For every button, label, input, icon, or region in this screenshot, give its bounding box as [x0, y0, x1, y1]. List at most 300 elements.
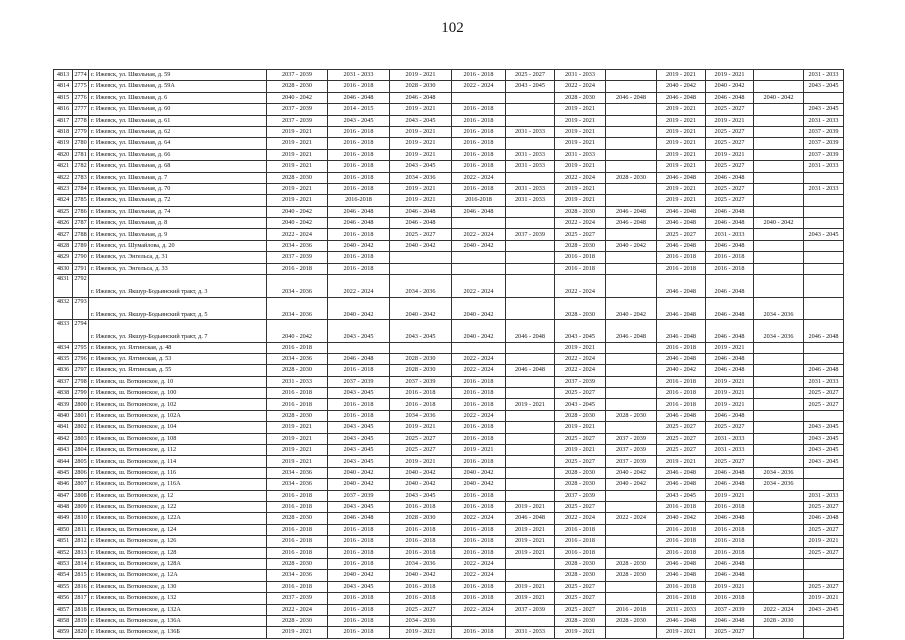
period-cell: 2028 - 2030 [555, 92, 606, 103]
period-cell: 2022 - 2024 [267, 604, 328, 615]
period-cell: 2031 - 2033 [506, 195, 555, 206]
period-cell: 2028 - 2030 [555, 410, 606, 421]
period-cell: 2016 - 2018 [390, 399, 452, 410]
address-cell: г. Ижевск, ул. Школьная, д. 62 [89, 126, 267, 137]
table-row [54, 92, 844, 103]
period-cell: 2028 - 2030 [390, 513, 452, 524]
period-cell: 2022 - 2024 [754, 604, 804, 615]
period-cell: 2025 - 2027 [555, 388, 606, 399]
period-cell [606, 627, 657, 638]
period-cell: 2034 - 2036 [390, 410, 452, 421]
period-cell: 2028 - 2030 [555, 240, 606, 251]
period-cell: 2016 - 2018 [706, 252, 754, 263]
period-cell: 2016 - 2018 [452, 581, 506, 592]
period-cell: 2040 - 2042 [606, 240, 657, 251]
period-cell: 2025 - 2027 [706, 195, 754, 206]
period-cell: 2019 - 2021 [657, 138, 706, 149]
period-cell: 2028 - 2030 [606, 615, 657, 626]
period-cell [804, 240, 844, 251]
period-cell: 2040 - 2042 [267, 206, 328, 217]
period-cell: 2022 - 2024 [452, 570, 506, 581]
period-cell [754, 70, 804, 81]
address-cell: г. Ижевск, ул. Школьная, д. 60 [89, 104, 267, 115]
period-cell: 2025 - 2027 [555, 502, 606, 513]
period-cell: 2019 - 2021 [706, 376, 754, 387]
period-cell [506, 456, 555, 467]
period-cell [506, 218, 555, 229]
period-cell: 2019 - 2021 [390, 149, 452, 160]
object-id-cell: 2792 [73, 275, 89, 298]
period-cell: 2014 - 2015 [328, 104, 390, 115]
period-cell [606, 195, 657, 206]
period-cell: 2046 - 2048 [657, 479, 706, 490]
period-cell [754, 536, 804, 547]
period-cell [606, 263, 657, 274]
period-cell: 2028 - 2030 [606, 558, 657, 569]
period-cell [452, 615, 506, 626]
period-cell [606, 252, 657, 263]
period-cell: 2046 - 2048 [328, 218, 390, 229]
period-cell: 2019 - 2021 [657, 195, 706, 206]
period-cell: 2019 - 2021 [706, 399, 754, 410]
period-cell: 2037 - 2039 [555, 490, 606, 501]
period-cell [754, 399, 804, 410]
period-cell: 2022 - 2024 [452, 81, 506, 92]
row-number-cell: 4855 [54, 581, 73, 592]
period-cell: 2019 - 2021 [657, 115, 706, 126]
period-cell: 2019 - 2021 [555, 342, 606, 353]
period-cell [606, 115, 657, 126]
object-id-cell: 2788 [73, 229, 89, 240]
period-cell [754, 456, 804, 467]
period-cell: 2043 - 2045 [804, 81, 844, 92]
object-id-cell: 2812 [73, 536, 89, 547]
period-cell: 2019 - 2021 [706, 388, 754, 399]
period-cell: 2040 - 2042 [328, 570, 390, 581]
period-cell [506, 433, 555, 444]
object-id-cell: 2777 [73, 104, 89, 115]
period-cell: 2022 - 2024 [555, 353, 606, 364]
period-cell: 2019 - 2021 [555, 115, 606, 126]
period-cell [506, 467, 555, 478]
period-cell: 2016 - 2018 [452, 70, 506, 81]
period-cell: 2031 - 2033 [804, 183, 844, 194]
period-cell: 2019 - 2021 [657, 149, 706, 160]
address-cell: г. Ижевск, ул. Школьная, д. 59А [89, 81, 267, 92]
period-cell: 2016 - 2018 [452, 138, 506, 149]
period-cell [754, 263, 804, 274]
period-cell: 2031 - 2033 [657, 604, 706, 615]
object-id-cell: 2817 [73, 593, 89, 604]
period-cell [606, 229, 657, 240]
period-cell: 2046 - 2048 [804, 320, 844, 343]
period-cell: 2040 - 2042 [606, 297, 657, 320]
period-cell: 2031 - 2033 [506, 126, 555, 137]
period-cell: 2040 - 2042 [390, 240, 452, 251]
period-cell: 2016 - 2018 [267, 502, 328, 513]
period-cell [606, 593, 657, 604]
period-cell: 2046 - 2048 [657, 410, 706, 421]
address-cell: г. Ижевск, ш. Воткинское, д. 126 [89, 536, 267, 547]
period-cell: 2019 - 2021 [452, 445, 506, 456]
period-cell: 2046 - 2048 [706, 206, 754, 217]
period-cell [606, 138, 657, 149]
period-cell: 2016 - 2018 [390, 536, 452, 547]
period-cell: 2028 - 2030 [267, 513, 328, 524]
period-cell: 2019 - 2021 [657, 126, 706, 137]
period-cell: 2019 - 2021 [390, 138, 452, 149]
period-cell: 2034 - 2036 [754, 297, 804, 320]
period-cell [506, 490, 555, 501]
period-cell [804, 206, 844, 217]
period-cell: 2028 - 2030 [267, 558, 328, 569]
period-cell: 2016 - 2018 [657, 388, 706, 399]
period-cell: 2043 - 2045 [555, 399, 606, 410]
period-cell [390, 263, 452, 274]
period-cell: 2019 - 2021 [804, 593, 844, 604]
address-cell: г. Ижевск, ш. Воткинское, д. 136А [89, 615, 267, 626]
table-row [54, 353, 844, 364]
period-cell: 2031 - 2033 [706, 445, 754, 456]
table-row [54, 183, 844, 194]
period-cell: 2016 - 2018 [452, 149, 506, 160]
period-cell: 2019 - 2021 [706, 342, 754, 353]
period-cell [506, 353, 555, 364]
period-cell [606, 149, 657, 160]
period-cell: 2016 - 2018 [706, 547, 754, 558]
period-cell: 2016 - 2018 [657, 399, 706, 410]
object-id-cell: 2781 [73, 149, 89, 160]
period-cell: 2025 - 2027 [657, 433, 706, 444]
table-row [54, 627, 844, 638]
period-cell [506, 388, 555, 399]
address-cell: г. Ижевск, ш. Воткинское, д. 102 [89, 399, 267, 410]
period-cell: 2016 - 2018 [452, 104, 506, 115]
period-cell: 2043 - 2045 [328, 422, 390, 433]
object-id-cell: 2803 [73, 433, 89, 444]
period-cell: 2043 - 2045 [390, 161, 452, 172]
period-cell: 2022 - 2024 [555, 365, 606, 376]
period-cell: 2019 - 2021 [267, 422, 328, 433]
period-cell: 2031 - 2033 [804, 115, 844, 126]
period-cell: 2025 - 2027 [555, 229, 606, 240]
period-cell: 2040 - 2042 [390, 297, 452, 320]
period-cell: 2043 - 2045 [804, 422, 844, 433]
period-cell: 2040 - 2042 [606, 479, 657, 490]
object-id-cell: 2799 [73, 388, 89, 399]
row-number-cell: 4823 [54, 183, 73, 194]
period-cell: 2040 - 2042 [328, 479, 390, 490]
period-cell [754, 524, 804, 535]
period-cell [754, 138, 804, 149]
period-cell: 2043 - 2045 [390, 490, 452, 501]
row-number-cell: 4817 [54, 115, 73, 126]
address-cell: г. Ижевск, ул. Школьная, д. 9 [89, 229, 267, 240]
period-cell: 2016 - 2018 [328, 172, 390, 183]
period-cell: 2040 - 2042 [328, 240, 390, 251]
period-cell: 2016 - 2018 [555, 263, 606, 274]
period-cell: 2016 - 2018 [328, 229, 390, 240]
address-cell: г. Ижевск, ул. Школьная, д. 68 [89, 161, 267, 172]
object-id-cell: 2780 [73, 138, 89, 149]
period-cell [452, 263, 506, 274]
period-cell: 2016 - 2018 [267, 263, 328, 274]
period-cell: 2046 - 2048 [657, 558, 706, 569]
row-number-cell: 4846 [54, 479, 73, 490]
period-cell: 2016 - 2018 [452, 490, 506, 501]
row-number-cell: 4847 [54, 490, 73, 501]
period-cell: 2040 - 2042 [390, 467, 452, 478]
period-cell [804, 263, 844, 274]
period-cell [606, 126, 657, 137]
period-cell: 2031 - 2033 [804, 376, 844, 387]
table-row [54, 570, 844, 581]
address-cell: г. Ижевск, ул. Школьная, д. 64 [89, 138, 267, 149]
period-cell: 2016 - 2018 [452, 126, 506, 137]
period-cell: 2046 - 2048 [657, 275, 706, 298]
address-cell: г. Ижевск, ш. Воткинское, д. 112 [89, 445, 267, 456]
period-cell: 2046 - 2048 [390, 206, 452, 217]
address-cell: г. Ижевск, ш. Воткинское, д. 136Б [89, 627, 267, 638]
row-number-cell: 4859 [54, 627, 73, 638]
period-cell [804, 353, 844, 364]
period-cell [754, 81, 804, 92]
period-cell: 2034 - 2036 [390, 615, 452, 626]
period-cell: 2028 - 2030 [267, 172, 328, 183]
period-cell [452, 252, 506, 263]
object-id-cell: 2818 [73, 604, 89, 615]
row-number-cell: 4814 [54, 81, 73, 92]
period-cell: 2031 - 2033 [328, 70, 390, 81]
address-cell: г. Ижевск, ш. Воткинское, д. 10 [89, 376, 267, 387]
period-cell: 2025 - 2027 [555, 433, 606, 444]
table-row [54, 593, 844, 604]
period-cell: 2016 - 2018 [452, 536, 506, 547]
table-row [54, 320, 844, 343]
period-cell: 2019 - 2021 [390, 456, 452, 467]
period-cell: 2034 - 2036 [390, 275, 452, 298]
row-number-cell: 4832 [54, 297, 73, 320]
period-cell: 2034 - 2036 [754, 320, 804, 343]
row-number-cell: 4820 [54, 149, 73, 160]
period-cell: 2019 - 2021 [267, 195, 328, 206]
period-cell: 2022 - 2024 [267, 229, 328, 240]
row-number-cell: 4813 [54, 70, 73, 81]
period-cell: 2016 - 2018 [452, 627, 506, 638]
row-number-cell: 4843 [54, 445, 73, 456]
period-cell [754, 433, 804, 444]
period-cell: 2043 - 2045 [804, 229, 844, 240]
period-cell: 2016 - 2018 [328, 547, 390, 558]
object-id-cell: 2794 [73, 320, 89, 343]
period-cell: 2028 - 2030 [555, 206, 606, 217]
period-cell [506, 92, 555, 103]
period-cell: 2016 - 2018 [452, 161, 506, 172]
schedule-table [53, 69, 844, 639]
table-row [54, 252, 844, 263]
period-cell: 2025 - 2027 [390, 229, 452, 240]
period-cell: 2046 - 2048 [657, 172, 706, 183]
period-cell [506, 615, 555, 626]
period-cell: 2016 - 2018 [555, 547, 606, 558]
period-cell: 2031 - 2033 [804, 490, 844, 501]
period-cell [606, 353, 657, 364]
period-cell [804, 627, 844, 638]
period-cell [754, 353, 804, 364]
period-cell: 2040 - 2042 [267, 218, 328, 229]
period-cell: 2037 - 2039 [555, 376, 606, 387]
period-cell [754, 593, 804, 604]
period-cell: 2016 - 2018 [452, 399, 506, 410]
period-cell: 2034 - 2036 [754, 467, 804, 478]
period-cell [606, 581, 657, 592]
object-id-cell: 2816 [73, 581, 89, 592]
period-cell: 2016 - 2018 [657, 547, 706, 558]
period-cell: 2025 - 2027 [804, 581, 844, 592]
table-row [54, 479, 844, 490]
table-row [54, 229, 844, 240]
period-cell: 2019 - 2021 [506, 581, 555, 592]
period-cell: 2046 - 2048 [657, 206, 706, 217]
period-cell [754, 365, 804, 376]
period-cell [754, 490, 804, 501]
period-cell: 2019 - 2021 [706, 70, 754, 81]
period-cell: 2016 - 2018 [555, 536, 606, 547]
period-cell: 2019 - 2021 [555, 627, 606, 638]
period-cell: 2019 - 2021 [390, 104, 452, 115]
period-cell: 2025 - 2027 [390, 433, 452, 444]
period-cell: 2019 - 2021 [506, 593, 555, 604]
period-cell: 2046 - 2048 [657, 570, 706, 581]
table-row [54, 161, 844, 172]
address-cell: г. Ижевск, ш. Воткинское, д. 102А [89, 410, 267, 421]
period-cell: 2037 - 2039 [267, 104, 328, 115]
period-cell: 2028 - 2030 [267, 365, 328, 376]
object-id-cell: 2791 [73, 263, 89, 274]
address-cell: г. Ижевск, ш. Воткинское, д. 122 [89, 502, 267, 513]
period-cell: 2046 - 2048 [706, 92, 754, 103]
address-cell: г. Ижевск, ул. Школьная, д. 7 [89, 172, 267, 183]
period-cell: 2040 - 2042 [390, 479, 452, 490]
period-cell [754, 115, 804, 126]
object-id-cell: 2814 [73, 558, 89, 569]
period-cell [804, 297, 844, 320]
period-cell: 2025 - 2027 [555, 593, 606, 604]
period-cell: 2046 - 2048 [657, 218, 706, 229]
period-cell: 2019 - 2021 [267, 138, 328, 149]
object-id-cell: 2801 [73, 410, 89, 421]
row-number-cell: 4833 [54, 320, 73, 343]
period-cell: 2016 - 2018 [328, 126, 390, 137]
period-cell [804, 195, 844, 206]
period-cell: 2037 - 2039 [267, 252, 328, 263]
period-cell: 2028 - 2030 [606, 570, 657, 581]
period-cell: 2046 - 2048 [706, 570, 754, 581]
period-cell: 2046 - 2048 [706, 558, 754, 569]
period-cell: 2028 - 2030 [390, 353, 452, 364]
period-cell: 2046 - 2048 [506, 365, 555, 376]
period-cell: 2025 - 2027 [390, 445, 452, 456]
period-cell: 2016 - 2018 [328, 593, 390, 604]
period-cell: 2019 - 2021 [390, 70, 452, 81]
period-cell: 2016 - 2018 [267, 388, 328, 399]
period-cell: 2046 - 2048 [657, 320, 706, 343]
row-number-cell: 4845 [54, 467, 73, 478]
object-id-cell: 2797 [73, 365, 89, 376]
table-row [54, 433, 844, 444]
period-cell: 2031 - 2033 [706, 229, 754, 240]
period-cell: 2016 - 2018 [657, 593, 706, 604]
table-row [54, 297, 844, 320]
period-cell: 2016 - 2018 [328, 252, 390, 263]
row-number-cell: 4827 [54, 229, 73, 240]
period-cell: 2043 - 2045 [328, 502, 390, 513]
period-cell: 2016 - 2018 [390, 388, 452, 399]
period-cell: 2043 - 2045 [328, 581, 390, 592]
period-cell: 2025 - 2027 [506, 70, 555, 81]
row-number-cell: 4854 [54, 570, 73, 581]
period-cell: 2022 - 2024 [452, 353, 506, 364]
period-cell: 2019 - 2021 [267, 183, 328, 194]
period-cell [754, 558, 804, 569]
period-cell: 2034 - 2036 [267, 467, 328, 478]
period-cell: 2046 - 2048 [706, 353, 754, 364]
period-cell [754, 275, 804, 298]
period-cell: 2046 - 2048 [706, 297, 754, 320]
period-cell: 2019 - 2021 [706, 490, 754, 501]
period-cell: 2040 - 2042 [267, 92, 328, 103]
period-cell [804, 615, 844, 626]
period-cell: 2046 - 2048 [706, 467, 754, 478]
period-cell: 2016-2018 [452, 195, 506, 206]
period-cell: 2028 - 2030 [555, 615, 606, 626]
table-row [54, 467, 844, 478]
period-cell [804, 467, 844, 478]
period-cell: 2025 - 2027 [706, 422, 754, 433]
period-cell [606, 490, 657, 501]
period-cell: 2028 - 2030 [267, 615, 328, 626]
period-cell: 2043 - 2045 [328, 445, 390, 456]
row-number-cell: 4838 [54, 388, 73, 399]
period-cell: 2019 - 2021 [555, 195, 606, 206]
row-number-cell: 4842 [54, 433, 73, 444]
period-cell: 2025 - 2027 [657, 445, 706, 456]
object-id-cell: 2787 [73, 218, 89, 229]
period-cell: 2028 - 2030 [555, 467, 606, 478]
period-cell [606, 183, 657, 194]
period-cell: 2016 - 2018 [267, 581, 328, 592]
row-number-cell: 4816 [54, 104, 73, 115]
object-id-cell: 2805 [73, 456, 89, 467]
period-cell: 2016 - 2018 [328, 263, 390, 274]
table-row [54, 536, 844, 547]
period-cell: 2016 - 2018 [390, 502, 452, 513]
row-number-cell: 4849 [54, 513, 73, 524]
period-cell: 2025 - 2027 [804, 547, 844, 558]
period-cell: 2016 - 2018 [657, 342, 706, 353]
object-id-cell: 2783 [73, 172, 89, 183]
period-cell: 2019 - 2021 [706, 115, 754, 126]
period-cell: 2016 - 2018 [267, 524, 328, 535]
address-cell: г. Ижевск, ул. Ялтинская, д. 53 [89, 353, 267, 364]
period-cell: 2016 - 2018 [452, 502, 506, 513]
period-cell: 2019 - 2021 [657, 104, 706, 115]
period-cell: 2022 - 2024 [555, 513, 606, 524]
period-cell: 2043 - 2045 [506, 81, 555, 92]
period-cell [506, 422, 555, 433]
object-id-cell: 2779 [73, 126, 89, 137]
period-cell: 2025 - 2027 [555, 581, 606, 592]
